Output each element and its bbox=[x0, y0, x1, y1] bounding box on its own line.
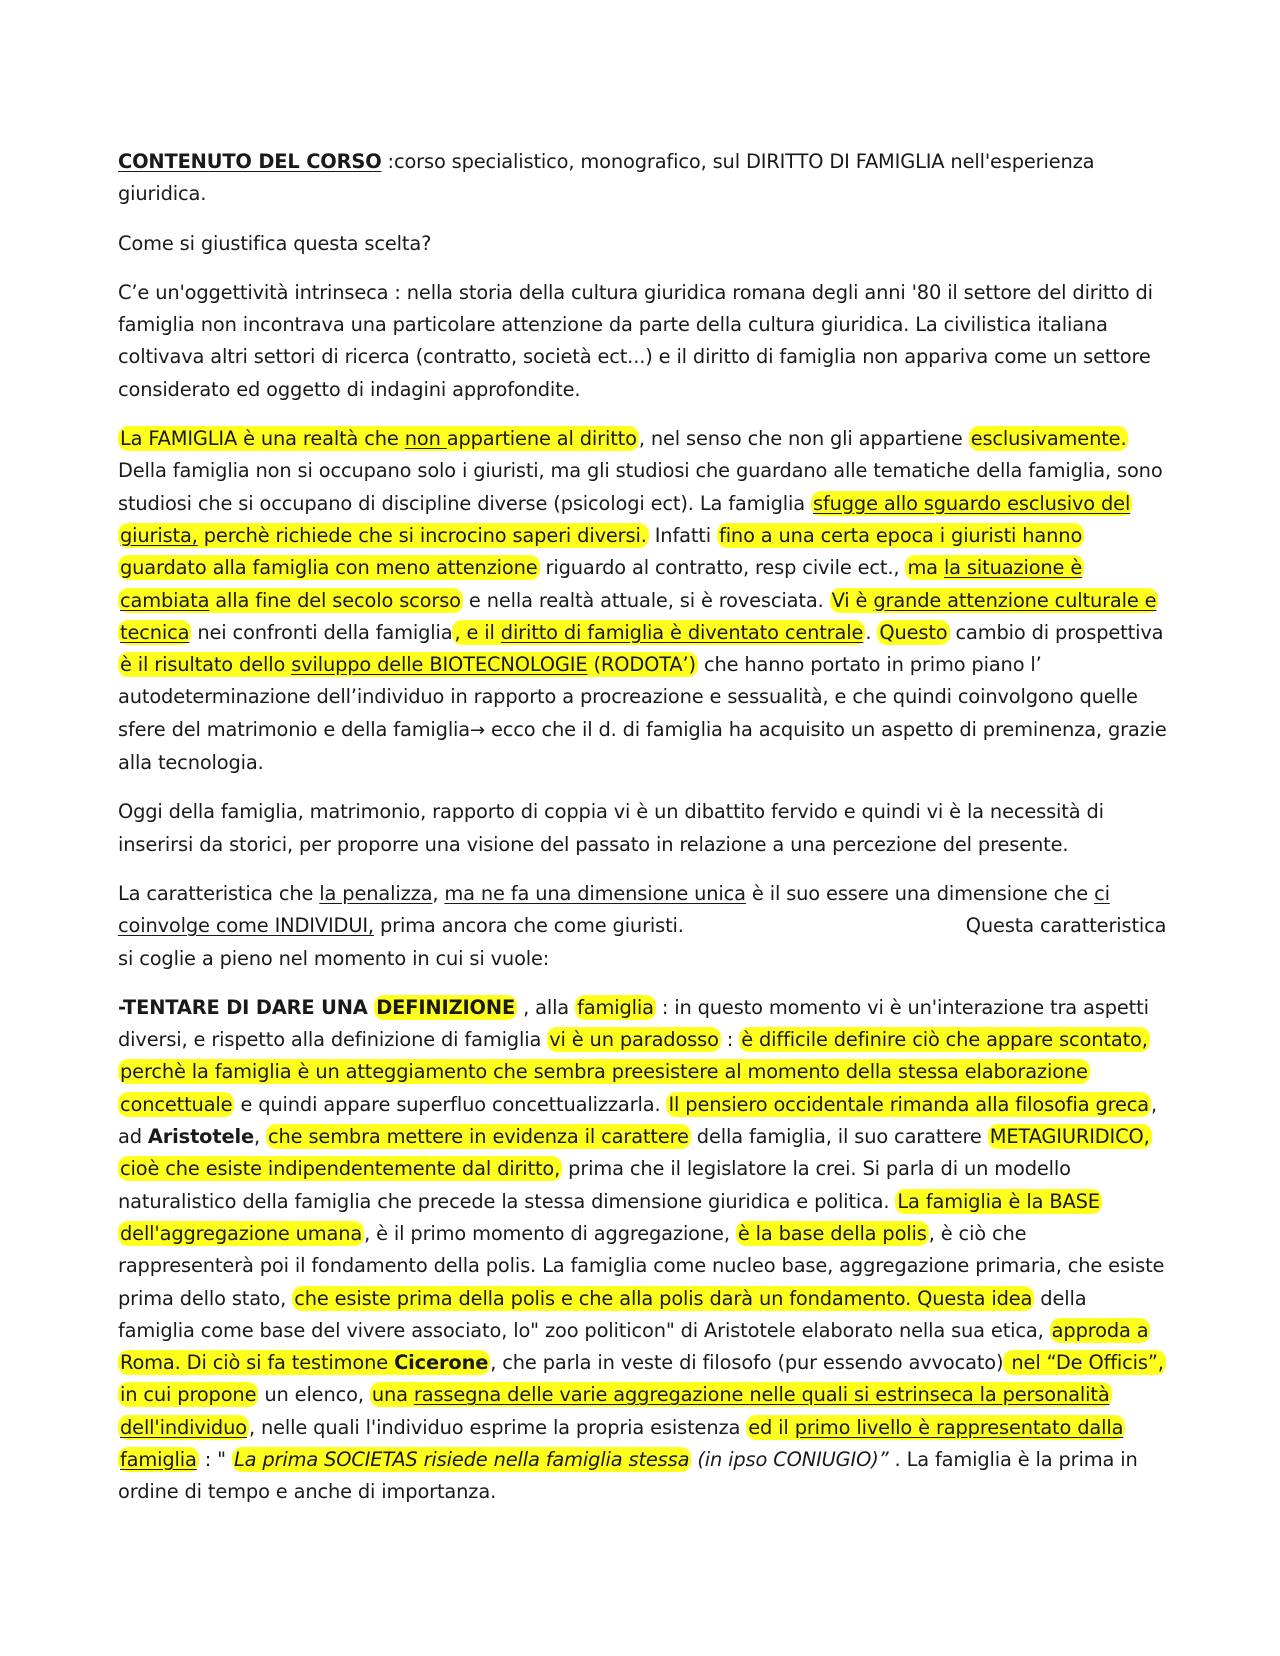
text-run: riguardo al contratto, resp civile ect., bbox=[539, 556, 906, 580]
underlined-text: ma ne fa una dimensione unica bbox=[444, 881, 746, 905]
paragraph-question bbox=[118, 228, 1168, 260]
text-run: della famiglia, il suo carattere bbox=[690, 1125, 988, 1149]
text-run: approda a Roma. Di ciò si fa testimone bbox=[120, 1318, 1149, 1375]
italic-text: (in ipso CONIUGIO)” bbox=[691, 1447, 889, 1471]
highlight bbox=[118, 426, 639, 451]
text-run: , bbox=[432, 881, 445, 905]
text-run: perchè richiede che si incrocino saperi diversi. bbox=[197, 523, 647, 547]
text-run: , bbox=[253, 1125, 267, 1149]
underlined-text: non bbox=[404, 427, 447, 451]
highlight: Il pensiero occidentale rimanda alla filosofia greca bbox=[668, 1092, 1150, 1116]
highlight bbox=[118, 652, 698, 677]
underlined-text: sviluppo delle BIOTECNOLOGIE bbox=[291, 653, 588, 677]
text-run: e nella realtà attuale, si è rovesciata. bbox=[462, 588, 830, 612]
text-run: Oggi della famiglia, matrimonio, rapporto di coppia vi è un dibattito fervido e quindi vi è la necessità di inserirsi da storici, per proporre una visione del passato in relazione a una percezione del presente. bbox=[118, 800, 1104, 856]
underlined-text: sfugge allo sguardo esclusivo del giurista, bbox=[120, 491, 1131, 547]
text-run: una bbox=[371, 1383, 414, 1407]
paragraph-course-content bbox=[118, 146, 1168, 211]
italic-quote: La prima SOCIETAS risiede nella famiglia stessa bbox=[233, 1447, 690, 1471]
paragraph-debate bbox=[118, 796, 1168, 861]
text-run: : " bbox=[198, 1447, 232, 1471]
text-run: prima ancora che come giuristi. bbox=[373, 914, 684, 938]
paragraph-characteristic bbox=[118, 878, 1168, 975]
underlined-text: ci coinvolge come INDIVIDUI, bbox=[118, 881, 1110, 938]
bold-text: Aristotele bbox=[147, 1125, 254, 1149]
text-run: Vi è bbox=[831, 588, 874, 612]
text-run: . La famiglia è la prima in ordine di tempo e anche di importanza. bbox=[118, 1447, 1138, 1504]
highlight: La famiglia è la BASE dell'aggregazione umana bbox=[120, 1189, 1100, 1245]
highlight: nel “De Officis”, in cui propone bbox=[120, 1351, 1164, 1407]
text-run: prima che il legislatore la crei. Si parla di un modello naturalistico della famiglia che precede la stessa dimensione giuridica e politica. bbox=[118, 1157, 1071, 1213]
section-heading: CONTENUTO DEL CORSO bbox=[118, 150, 382, 173]
bold-text: -TENTARE DI DARE UNA bbox=[118, 995, 375, 1019]
text-run: C’e un'oggettività intrinseca : nella storia della cultura giuridica romana degli anni '80 il settore del diritto di famiglia non incontrava una particolare attenzione da parte della cultura giuridica. La civilistica italiana coltivava altri settori di ricerca (contratto, società ect...) e il diritto di famiglia non appariva come un settore considerato ed oggetto di indagini approfondite. bbox=[118, 280, 1153, 401]
text-run: Infatti bbox=[648, 523, 718, 547]
highlight: fino a una certa epoca i giuristi hanno guardato alla famiglia con meno attenzione bbox=[120, 523, 1083, 580]
text-run: ed il bbox=[748, 1415, 795, 1439]
text-run: Come si giustifica questa scelta? bbox=[118, 231, 432, 255]
text-run: cambio di prospettiva bbox=[949, 620, 1164, 644]
paragraph-family-reality bbox=[118, 423, 1168, 779]
text-run: e quindi appare superfluo concettualizzarla. bbox=[234, 1092, 667, 1116]
underlined-text: la penalizza bbox=[319, 881, 433, 905]
text-run: La caratteristica che bbox=[118, 881, 320, 905]
text-run: . bbox=[865, 620, 878, 644]
underlined-text: primo livello è rappresentato dalla famiglia bbox=[120, 1415, 1124, 1471]
text-run: Della famiglia non si occupano solo i giuristi, ma gli studiosi che guardano alle tematiche della famiglia, sono studiosi che si occupano di discipline diverse (psicologi ect). La famiglia bbox=[118, 459, 1163, 515]
underlined-text: rassegna delle varie aggregazione nelle quali si estrinseca la personalità dell'individuo bbox=[120, 1383, 1110, 1439]
highlight: esclusivamente. bbox=[970, 427, 1127, 451]
highlight: Questo bbox=[879, 620, 948, 644]
text-run: La FAMIGLIA è una realtà che bbox=[120, 427, 405, 451]
highlight: METAGIURIDICO, cioè che esiste indipendentemente dal diritto, bbox=[120, 1125, 1150, 1181]
text-run: , nel senso che non gli appartiene bbox=[638, 427, 969, 451]
highlight: vi è un paradosso bbox=[549, 1028, 719, 1052]
highlight: DEFINIZIONE bbox=[376, 995, 516, 1019]
bold-text: Cicerone bbox=[394, 1351, 489, 1375]
text-run: è il risultato dello bbox=[120, 653, 292, 677]
text-run: Questa caratteristica si coglie a pieno nel momento in cui si vuole: bbox=[118, 914, 1167, 970]
paragraph-objectivity bbox=[118, 277, 1168, 406]
highlight: è difficile definire ciò che appare scontato, perchè la famiglia è un atteggiamento che sembra preesistere al momento della stessa elaborazione concettuale bbox=[120, 1028, 1148, 1116]
text-run: è il suo essere una dimensione che bbox=[745, 881, 1095, 905]
highlight: è la base della polis bbox=[737, 1221, 927, 1245]
text-run: : bbox=[720, 1028, 740, 1052]
underlined-text: la situazione è cambiata bbox=[120, 556, 1083, 612]
text-run: , che parla in veste di filosofo (pur essendo avvocato) bbox=[490, 1351, 1004, 1375]
text-run: , nelle quali l'individuo esprime la propria esistenza bbox=[248, 1415, 747, 1439]
text-run: , ad bbox=[118, 1092, 1158, 1149]
text-run: nei confronti della famiglia bbox=[191, 620, 453, 644]
text-run: alla fine del secolo scorso bbox=[209, 588, 461, 612]
underlined-text: grande attenzione culturale e tecnica bbox=[120, 588, 1157, 644]
text-run: (RODOTA’) bbox=[587, 653, 696, 677]
text-run: della famiglia come base del vivere associato, lo" zoo politicon" di Aristotele elaborato nella sua etica, bbox=[118, 1286, 1087, 1342]
highlight: famiglia bbox=[577, 995, 654, 1019]
text-run: ma bbox=[907, 556, 944, 580]
text-run: , alla bbox=[517, 995, 576, 1019]
highlight: che sembra mettere in evidenza il carattere bbox=[268, 1125, 689, 1149]
right-arrow-icon: → bbox=[470, 719, 485, 741]
highlight: che esiste prima della polis e che alla polis darà un fondamento. Questa idea bbox=[294, 1286, 1033, 1310]
text-run: :corso specialistico, monografico, sul DIRITTO DI FAMIGLIA nell'esperienza giuridica. bbox=[118, 150, 1095, 206]
paragraph-definition bbox=[118, 992, 1168, 1509]
underlined-text: diritto di famiglia è diventato centrale bbox=[500, 620, 864, 644]
text-run: appartiene al diritto bbox=[446, 427, 637, 451]
text-run: : in questo momento vi è un'interazione tra aspetti diversi, e rispetto alla definizione di famiglia bbox=[118, 995, 1149, 1052]
text-run: un elenco, bbox=[258, 1383, 370, 1407]
text-run: , e il bbox=[454, 620, 501, 644]
text-run: che hanno portato in primo piano l’ autodeterminazione dell’individuo in rapporto a procreazione e sessualità, e che quindi coinvolgono quelle sfere del matrimonio e della famiglia bbox=[118, 653, 1138, 741]
text-run: ecco che il d. di famiglia ha acquisito un aspetto di preminenza, grazie alla tecnologia. bbox=[118, 717, 1167, 775]
text-run: , è il primo momento di aggregazione, bbox=[364, 1221, 736, 1245]
text-run: , è ciò che rappresenterà poi il fondamento della polis. La famiglia come nucleo base, aggregazione primaria, che esiste prima dello stato, bbox=[118, 1221, 1165, 1310]
highlight bbox=[452, 620, 865, 645]
